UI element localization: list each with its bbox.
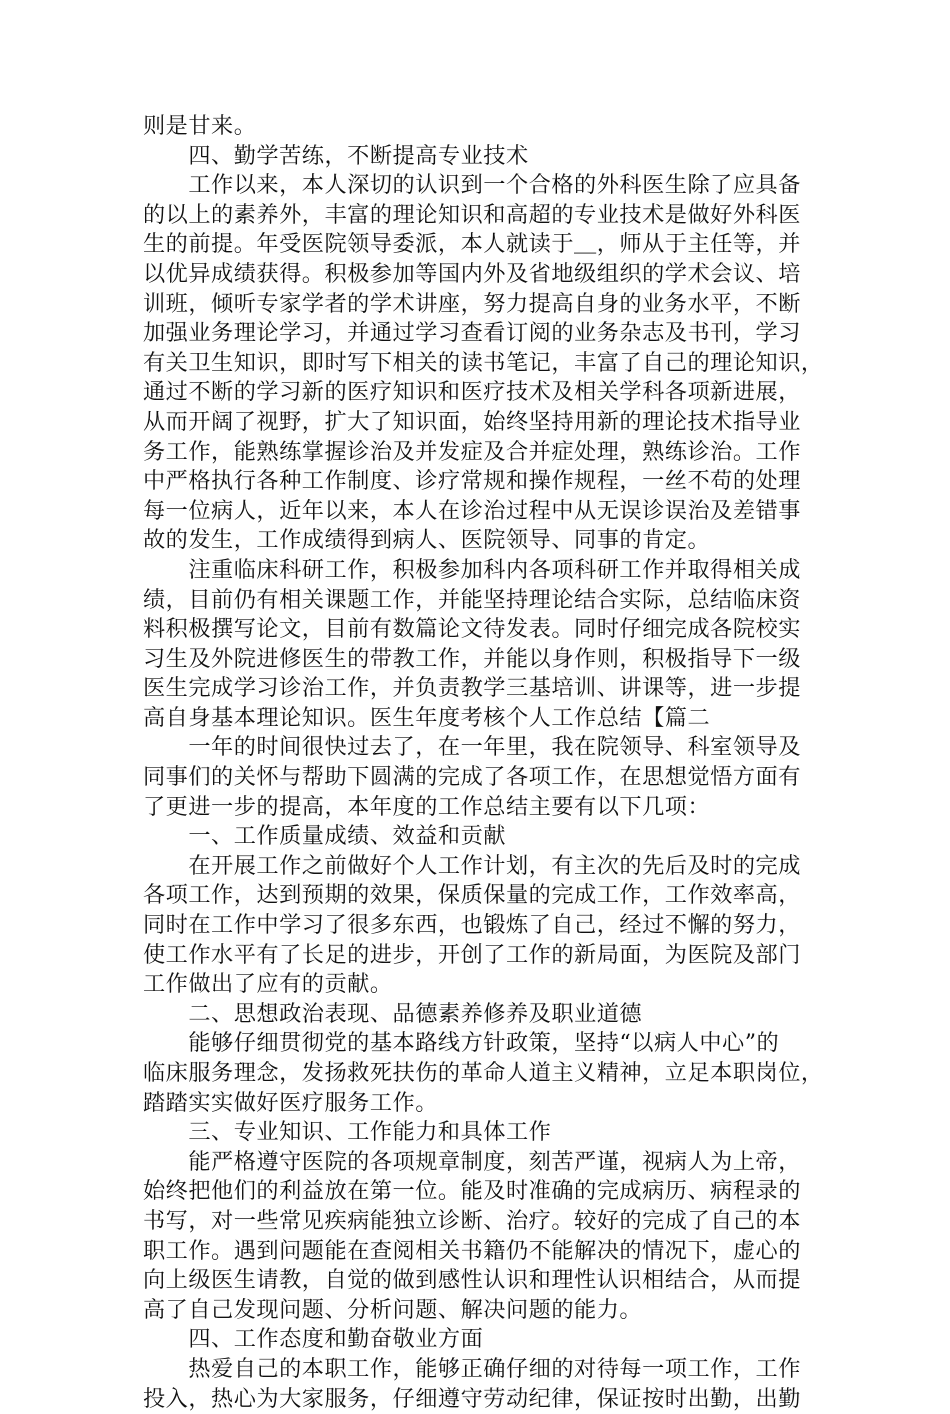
text-line: 加强业务理论学习，并通过学习查看订阅的业务杂志及书刊，学习 bbox=[143, 320, 801, 347]
text-line: 能够仔细贯彻党的基本路线方针政策，坚持“以病人中心”的 bbox=[143, 1030, 780, 1057]
text-line: 职工作。遇到问题能在查阅相关书籍仍不能解决的情况下，虚心的 bbox=[143, 1237, 801, 1264]
text-line: 绩，目前仍有相关课题工作，并能坚持理论结合实际，总结临床资 bbox=[143, 586, 801, 613]
text-line: 工作以来，本人深切的认识到一个合格的外科医生除了应具备 bbox=[143, 172, 801, 199]
text-line: 习生及外院进修医生的带教工作，并能以身作则，积极指导下一级 bbox=[143, 645, 801, 672]
text-line: 以优异成绩获得。积极参加等国内外及省地级组织的学术会议、培 bbox=[143, 260, 801, 287]
text-line: 在开展工作之前做好个人工作计划，有主次的先后及时的完成 bbox=[143, 852, 801, 879]
text-line: 书写，对一些常见疾病能独立诊断、治疗。较好的完成了自己的本 bbox=[143, 1207, 801, 1234]
text-line: 生的前提。年受医院领导委派，本人就读于＿，师从于主任等，并 bbox=[143, 231, 801, 258]
text-line: 每一位病人，近年以来，本人在诊治过程中从无误诊误治及差错事 bbox=[143, 497, 801, 524]
text-line: 注重临床科研工作，积极参加科内各项科研工作并取得相关成 bbox=[143, 556, 801, 583]
text-line: 同事们的关怀与帮助下圆满的完成了各项工作，在思想觉悟方面有 bbox=[143, 764, 801, 791]
text-line: 从而开阔了视野，扩大了知识面，始终坚持用新的理论技术指导业 bbox=[143, 408, 801, 435]
text-line: 务工作，能熟练掌握诊治及并发症及合并症处理，熟练诊治。工作 bbox=[143, 438, 801, 465]
section-heading: 一、工作质量成绩、效益和贡献 bbox=[143, 823, 506, 850]
text-line: 通过不断的学习新的医疗知识和医疗技术及相关学科各项新进展， bbox=[143, 379, 801, 406]
section-heading: 四、勤学苦练，不断提高专业技术 bbox=[143, 142, 529, 169]
text-line: 中严格执行各种工作制度、诊疗常规和操作规程，一丝不苟的处理 bbox=[143, 468, 801, 495]
text-line: 能严格遵守医院的各项规章制度，刻苦严谨，视病人为上帝， bbox=[143, 1148, 801, 1175]
text-line: 始终把他们的利益放在第一位。能及时准确的完成病历、病程录的 bbox=[143, 1178, 801, 1205]
text-line: 同时在工作中学习了很多东西，也锻炼了自己，经过不懈的努力， bbox=[143, 912, 801, 939]
section-heading: 二、思想政治表现、品德素养修养及职业道德 bbox=[143, 1000, 643, 1027]
text-line: 训班，倾听专家学者的学术讲座，努力提高自身的业务水平，不断 bbox=[143, 290, 801, 317]
text-line: 医生完成学习诊治工作，并负责教学三基培训、讲课等，进一步提 bbox=[143, 675, 801, 702]
text-line: 热爱自己的本职工作，能够正确仔细的对待每一项工作，工作 bbox=[143, 1355, 801, 1382]
text-line: 则是甘来。 bbox=[143, 113, 257, 139]
text-line: 向上级医生请教，自觉的做到感性认识和理性认识相结合，从而提 bbox=[143, 1267, 801, 1294]
text-line: 有关卫生知识，即时写下相关的读书笔记，丰富了自己的理论知识， bbox=[143, 349, 824, 376]
text-line: 踏踏实实做好医疗服务工作。 bbox=[143, 1089, 438, 1116]
section-heading: 三、专业知识、工作能力和具体工作 bbox=[143, 1119, 552, 1146]
text-line: 一年的时间很快过去了，在一年里，我在院领导、科室领导及 bbox=[143, 734, 801, 761]
text-line: 料积极撰写论文，目前有数篇论文待发表。同时仔细完成各院校实 bbox=[143, 616, 801, 643]
text-line: 高了自己发现问题、分析问题、解决问题的能力。 bbox=[143, 1296, 643, 1323]
section-heading: 四、工作态度和勤奋敬业方面 bbox=[143, 1326, 484, 1353]
text-line: 投入，热心为大家服务，仔细遵守劳动纪律，保证按时出勤，出勤 bbox=[143, 1385, 801, 1412]
text-line: 临床服务理念，发扬救死扶伤的革命人道主义精神，立足本职岗位， bbox=[143, 1060, 824, 1086]
text-line: 的以上的素养外，丰富的理论知识和高超的专业技术是做好外科医 bbox=[143, 201, 801, 228]
text-line: 各项工作，达到预期的效果，保质保量的完成工作，工作效率高， bbox=[143, 882, 801, 909]
text-line: 了更进一步的提高，本年度的工作总结主要有以下几项： bbox=[143, 793, 711, 820]
text-line: 使工作水平有了长足的进步，开创了工作的新局面，为医院及部门 bbox=[143, 941, 801, 968]
text-line: 高自身基本理论知识。医生年度考核个人工作总结【篇二 bbox=[143, 704, 711, 731]
text-line: 工作做出了应有的贡献。 bbox=[143, 971, 393, 998]
document-body bbox=[143, 112, 823, 1414]
text-line: 故的发生，工作成绩得到病人、医院领导、同事的肯定。 bbox=[143, 527, 711, 554]
